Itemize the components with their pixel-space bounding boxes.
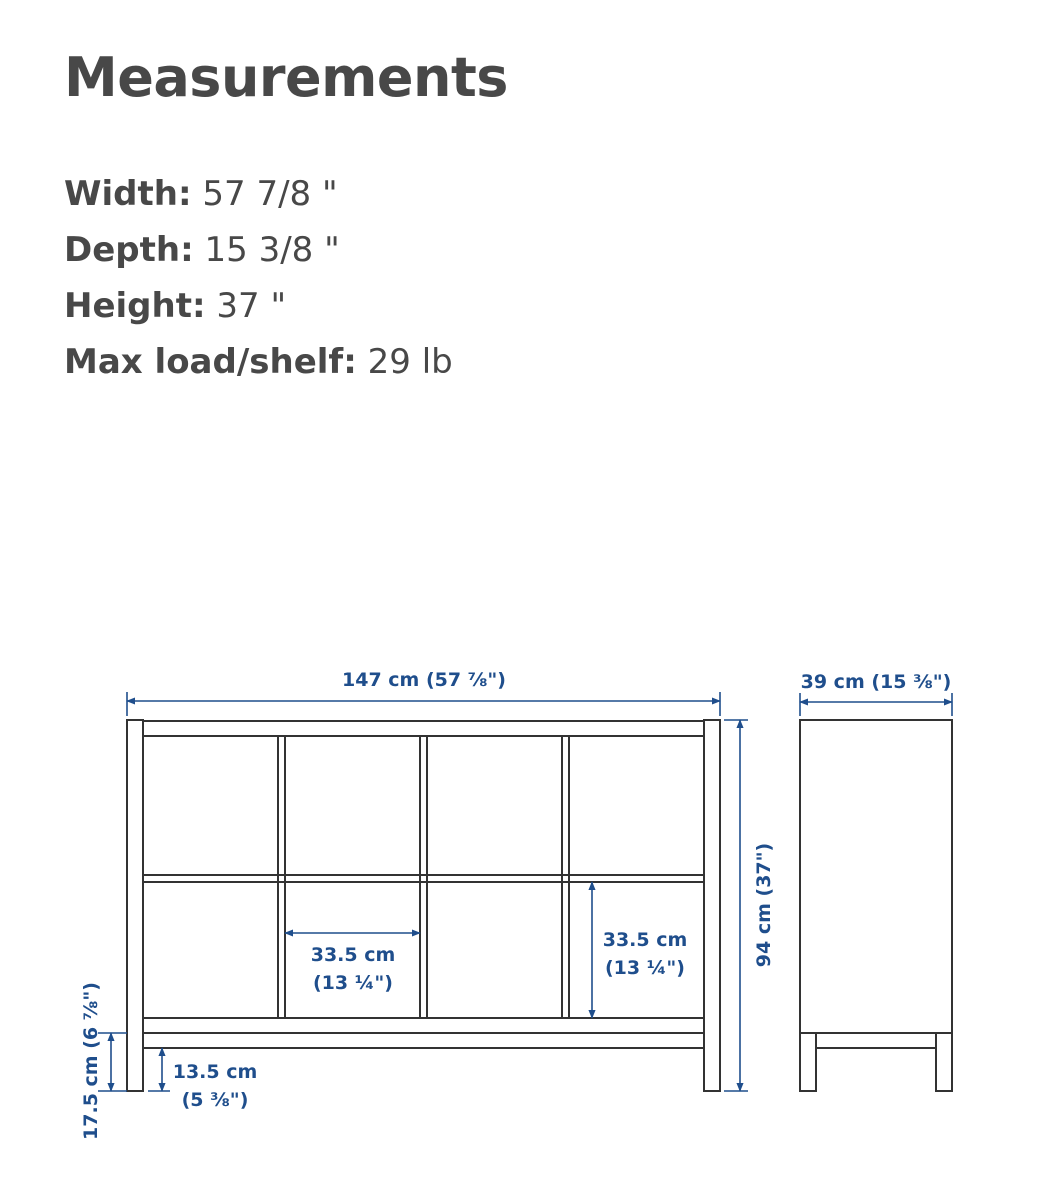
dimension-lines <box>98 692 952 1091</box>
leg-clearance-in-label: (5 ⅜") <box>181 1089 249 1111</box>
spec-height <box>64 278 453 334</box>
spec-height-value: 37 " <box>216 286 287 326</box>
spec-width-value: 57 7/8 " <box>202 174 338 214</box>
cube-width-cm-label: 33.5 cm <box>310 944 396 966</box>
cube-width-in-label: (13 ¼") <box>313 972 393 994</box>
divider-1 <box>278 736 285 1018</box>
divider-3 <box>562 736 569 1018</box>
cube-height-in-label: (13 ¼") <box>605 957 685 979</box>
measurement-diagram <box>0 640 1037 1200</box>
width-label: 147 cm (57 ⅞") <box>342 669 506 691</box>
spec-max-load-value: 29 lb <box>367 342 453 382</box>
divider-2 <box>420 736 427 1018</box>
right-side-panel <box>704 720 720 1091</box>
side-view <box>800 720 952 1091</box>
cube-height-cm-label: 33.5 cm <box>602 929 688 951</box>
depth-label: 39 cm (15 ⅜") <box>800 671 952 693</box>
side-leg-left <box>800 1033 816 1091</box>
spec-max-load-label: Max load/shelf: <box>64 342 357 382</box>
page-title: Measurements <box>64 46 508 109</box>
side-leg-right <box>936 1033 952 1091</box>
height-label: 94 cm (37") <box>753 842 775 968</box>
spec-depth-value: 15 3/8 " <box>204 230 340 270</box>
specs-list <box>64 166 453 390</box>
base-height-label: 17.5 cm (6 ⅞") <box>80 982 102 1140</box>
spec-depth-label: Depth: <box>64 230 194 270</box>
left-side-panel <box>127 720 143 1091</box>
leg-clearance-cm-label: 13.5 cm <box>172 1061 258 1083</box>
spec-depth <box>64 222 453 278</box>
front-view <box>127 720 720 1091</box>
spec-height-label: Height: <box>64 286 206 326</box>
spec-width-label: Width: <box>64 174 192 214</box>
spec-width <box>64 166 453 222</box>
spec-max-load <box>64 334 453 390</box>
side-body <box>800 720 952 1033</box>
